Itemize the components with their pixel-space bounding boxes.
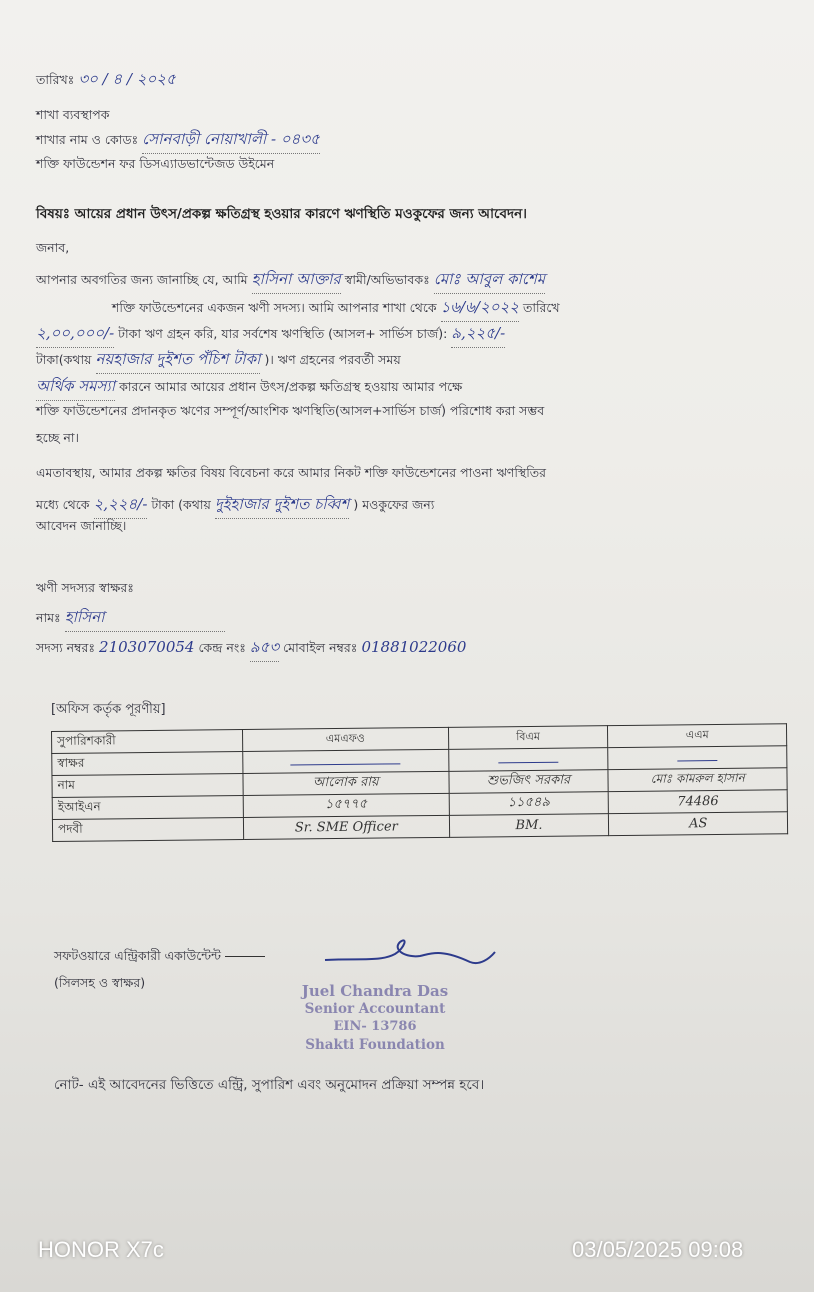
guardian-label: স্বামী/অভিভাবকঃ [344, 272, 430, 287]
mfo-ein: ১৫৭৭৫ [243, 793, 449, 817]
date-value: ৩০ / ৪ / ২০২৫ [78, 70, 176, 88]
loan-date: ১৬/৬/২০২২ [441, 296, 519, 322]
body-text-2: শক্তি ফাউন্ডেশনের একজন ঋণী সদস্য। আমি আপনার শাখা থেকে [112, 300, 437, 315]
words-label: টাকা(কথায় [36, 352, 92, 367]
branch-label: শাখার নাম ও কোডঃ [36, 132, 139, 147]
body-p2-line-1: এমতাবস্থায়, আমার প্রকল্প ক্ষতির বিষয় বিবেচনা করে আমার নিকট শক্তি ফাউন্ডেশনের পাওনা ঋণস্থিতির [36, 465, 547, 480]
member-number-line [36, 636, 466, 662]
date-label: তারিখঃ [36, 72, 75, 87]
body-p2-line-2 [36, 493, 434, 519]
date-line [36, 68, 176, 93]
outstanding-words: নয়হাজার দুইশত পঁচিশ টাকা [96, 348, 261, 374]
branch-line [36, 128, 320, 154]
member-number-label: সদস্য নম্বরঃ [36, 640, 96, 655]
mfo-signature [243, 749, 449, 773]
member-name-line [36, 606, 225, 632]
am-signature [608, 746, 787, 770]
member-signature-label: ঋণী সদস্যর স্বাক্ষরঃ [36, 580, 134, 595]
am-name: মোঃ কামরুল হাসান [608, 768, 787, 792]
bm-name: শুভজিৎ সরকার [449, 770, 609, 794]
office-row-label: পদবী [52, 817, 243, 841]
office-table [51, 723, 788, 842]
body-p2-text-a: মধ্যে থেকে [36, 497, 90, 512]
office-section-title: [অফিস কর্তৃক পূরণীয়] [51, 702, 166, 717]
office-header-mfo: এমএফও [242, 727, 448, 751]
accountant-label-line [54, 948, 265, 968]
body-line-1 [36, 268, 545, 294]
body-text-3: টাকা ঋণ গ্রহন করি, যার সর্বশেষ ঋণস্থিতি (আসল+ সার্ভিস চার্জ): [118, 326, 448, 341]
bm-signature [448, 748, 608, 772]
body-text-4: )। ঋণ গ্রহনের পরবর্তী সময় [264, 352, 401, 367]
guardian-name: মোঃ আবুল কাশেম [434, 268, 545, 294]
loan-amount: ২,০০,০০০/- [36, 322, 114, 348]
office-row-label: ইআইএন [52, 795, 243, 819]
bm-ein: ১১৫৪৯ [449, 792, 609, 816]
office-header-recommender: সুপারিশকারী [52, 729, 243, 753]
body-line-7: হচ্ছে না। [36, 430, 79, 445]
stamp-ein: EIN- 13786 [333, 1019, 417, 1034]
damage-reason: অর্থিক সমস্যা [36, 375, 115, 401]
member-name-value: হাসিনা [65, 606, 225, 632]
applicant-name: হাসিনা আক্তার [252, 268, 341, 294]
office-row-label: স্বাক্ষর [52, 751, 243, 775]
body-p2-line-3: আবেদন জানাচ্ছি। [36, 518, 127, 533]
body-line-6: শক্তি ফাউন্ডেশনের প্রদানকৃত ঋণের সম্পূর্ণ/আংশিক ঋণস্থিতি(আসল+সার্ভিস চার্জ) পরিশোধ করা সম্ভব [36, 403, 545, 418]
accountant-stamp [270, 982, 480, 1054]
office-header-bm: বিএম [448, 726, 608, 750]
stamp-name: Juel Chandra Das [301, 982, 449, 1000]
branch-value: সোনবাড়ী নোয়াখালী - ০৪৩৫ [142, 128, 320, 154]
center-label: কেন্দ্র নংঃ [198, 640, 246, 655]
mobile-value: 01881022060 [361, 638, 467, 656]
bm-designation: BM. [449, 814, 609, 838]
body-p2-text-b: টাকা (কথায় [151, 497, 211, 512]
body-p2-text-c: ) মওকুফের জন্য [353, 497, 435, 512]
body-line-4 [36, 348, 401, 374]
organization-line: শক্তি ফাউন্ডেশন ফর ডিসএ্যাডভান্টেজড উইমেন [36, 156, 275, 171]
body-line-2 [112, 296, 560, 322]
member-number-value: 2103070054 [99, 638, 195, 656]
office-row-label: নাম [52, 773, 243, 797]
waiver-words: দুইহাজার দুইশত চব্বিশ [215, 493, 350, 519]
camera-timestamp: 03/05/2025 09:08 [572, 1237, 744, 1262]
waiver-amount: ২,২২৪/- [94, 493, 148, 519]
salutation: জনাব, [36, 240, 70, 255]
mfo-designation: Sr. SME Officer [243, 815, 449, 839]
camera-device-label: HONOR X7c [38, 1237, 164, 1262]
am-ein: 74486 [609, 790, 788, 814]
accountant-label: সফটওয়ারে এন্ট্রিকারী একাউন্টেন্ট [54, 948, 221, 963]
body-text-1: আপনার অবগতির জন্য জানাচ্ছি যে, আমি [36, 272, 248, 287]
office-header-am: এএম [608, 724, 787, 748]
body-line-5 [36, 375, 462, 401]
am-designation: AS [609, 812, 788, 836]
body-text-5: কারনে আমার আয়ের প্রধান উৎস/প্রকল্প ক্ষতিগ্রস্থ হওয়ায় আমার পক্ষে [119, 379, 463, 394]
center-value: ৯৫৩ [250, 636, 279, 662]
subject-line: বিষয়ঃ আয়ের প্রধান উৎস/প্রকল্প ক্ষতিগ্রস্থ হওয়ার কারণে ঋণস্থিতি মওকুফের জন্য আবেদন। [36, 206, 527, 222]
mobile-label: মোবাইল নম্বরঃ [283, 640, 358, 655]
accountant-sub: (সিলসহ ও স্বাক্ষর) [54, 975, 146, 990]
recipient-line: শাখা ব্যবস্থাপক [36, 107, 110, 122]
stamp-title: Senior Accountant [304, 1001, 446, 1017]
member-name-label: নামঃ [36, 610, 61, 625]
date-suffix: তারিখে [522, 300, 560, 315]
body-line-3 [36, 322, 505, 348]
stamp-organization: Shakti Foundation [305, 1037, 445, 1053]
footer-note: নোট- এই আবেদনের ভিত্তিতে এন্ট্রি, সুপারিশ এবং অনুমোদন প্রক্রিয়া সম্পন্ন হবে। [54, 1077, 485, 1093]
accountant-signature [320, 928, 500, 978]
mfo-name: আলোক রায় [243, 771, 449, 795]
outstanding-amount: ৯,২২৫/- [451, 322, 505, 348]
